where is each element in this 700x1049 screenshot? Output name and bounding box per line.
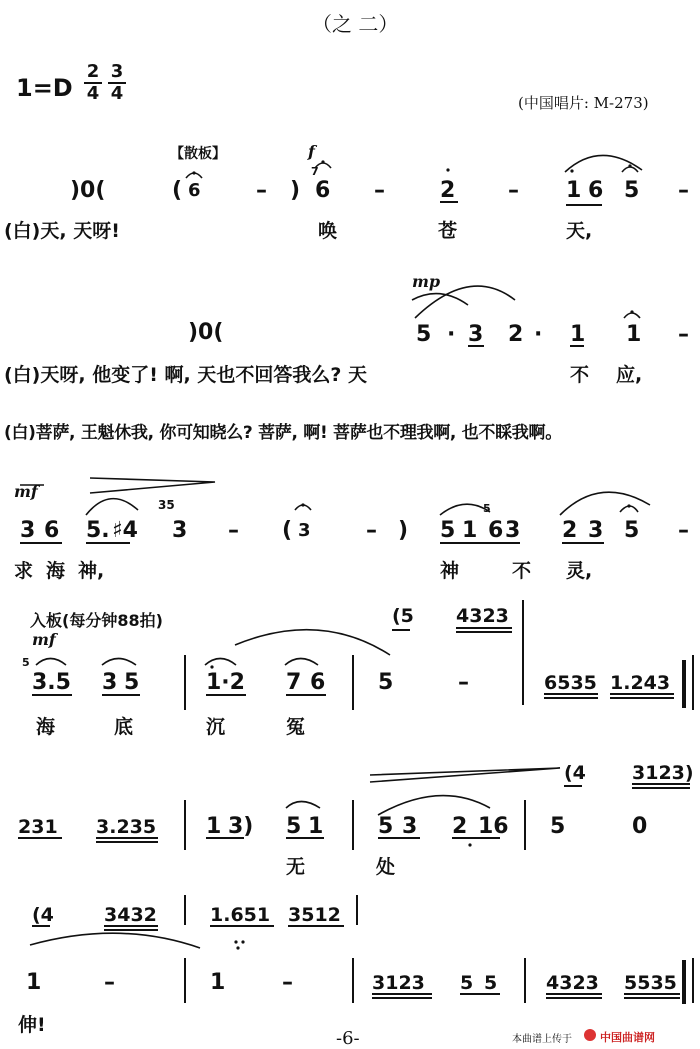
dash: – [508,178,519,203]
lyric: 不 [570,364,590,386]
dash: – [104,970,115,995]
lyric: 灵, [566,560,593,582]
lyric: 冤 [286,716,306,738]
grace-note: 7 [311,165,319,178]
dash: – [256,178,267,203]
dash: – [366,518,377,543]
note: 3 [102,670,118,695]
spoken-text: (白)菩萨, 王魁休我, 你可知晓么? 菩萨, 啊! 菩萨也不理我啊, 也不睬我啊。 [4,423,562,443]
note: 3) [228,814,254,839]
note: ♯4 [112,518,138,543]
lyric: 天, [566,220,593,242]
note: 6 [44,518,60,543]
time-signature-b: 3 4 [108,62,126,104]
section-label: 【散板】 [170,146,226,162]
bar-line [184,800,186,850]
note: 5 [460,972,474,994]
site-name: 中国曲谱网 [600,1031,655,1044]
note: 4323 [546,972,599,994]
site-logo-icon [584,1029,596,1041]
accompaniment: 4323 [456,605,509,627]
note: ( [172,178,183,203]
note: 1.243 [610,672,671,694]
note: 1 [206,814,222,839]
bar-line [184,958,186,1003]
note: 1 [626,322,642,347]
note: 1 [566,178,582,203]
lyric: 唤 [318,220,338,242]
dash: – [282,970,293,995]
note: 2 [440,178,456,203]
note: 3123 [372,972,425,994]
note: 2 [562,518,578,543]
note: 5 [378,670,394,695]
note: 6 [188,180,201,201]
bar-line [352,800,354,850]
note: 5 [484,972,498,994]
accompaniment: 3123) [632,762,694,784]
bar-line [352,958,354,1003]
note: 6 [488,518,504,543]
note: 3 [468,322,484,347]
bar-line [352,655,354,710]
lyric: 海 [46,560,66,582]
spoken-text: (白)天, 天呀! [4,220,120,242]
grace-note: 35 [158,498,175,512]
note: 3 [402,814,418,839]
dynamic-mark: f [308,142,315,161]
note: 5 [286,814,302,839]
note: 5 [416,322,432,347]
dash: – [458,670,469,695]
note: 5. [86,518,110,543]
dynamic-mark: mf [14,482,38,501]
rest-paren: )0( [188,320,224,345]
note: 16 [478,814,509,839]
accompaniment: 3432 [104,904,157,926]
lyric: 海 [36,716,56,738]
note: 6 [315,178,331,203]
tempo-marking: 入板(每分钟88拍) [30,611,163,630]
note: 0 [632,814,648,839]
accompaniment: (5 [392,605,414,627]
lyric: 处 [376,856,396,878]
note: 5 [624,518,640,543]
note: ) [398,518,409,543]
lyric: 底 [114,716,134,738]
note: 6 [310,670,326,695]
dot: · [447,322,456,347]
dash: – [374,178,385,203]
note: 3 [588,518,604,543]
bar-line [524,800,526,850]
note: ) [290,178,301,203]
dash: – [678,322,689,347]
note: 5535 [624,972,677,994]
note: 5 [378,814,394,839]
bar-line [184,655,186,710]
note: 1 [26,970,42,995]
lyric: 伸! [18,1014,46,1036]
dynamic-mark: mp [412,272,441,291]
lyric: 神, [78,560,105,582]
note: 6 [588,178,604,203]
key-signature: 1=D [16,74,73,102]
page-number: -6- [336,1028,360,1049]
note: 5 [550,814,566,839]
note: 1 [308,814,324,839]
note: 3 [298,520,311,541]
note: 3.5 [32,670,71,695]
bar-line [184,895,186,925]
accompaniment: (4 [564,762,586,784]
bar-line [524,958,526,1003]
note: 2 [508,322,524,347]
note: 6535 [544,672,597,694]
bar-line [692,655,694,710]
note: 7 [286,670,302,695]
lyric: 无 [286,856,306,878]
accompaniment: 3512 [288,904,341,926]
dash: – [678,518,689,543]
lyric: 应, [616,364,643,386]
bar-line [522,600,524,705]
note: 1·2 [206,670,245,695]
note: 1 [570,322,586,347]
lyric: 求 [14,560,34,582]
note: 5 [624,178,640,203]
note: 3.235 [96,816,157,838]
grace-note: 5 [22,656,30,669]
page-title: （之 二） [312,12,399,36]
time-signature-a: 2 4 [84,62,102,104]
note: ( [282,518,293,543]
upload-notice: 本曲谱上传于 [512,1034,572,1045]
note: 5 [440,518,456,543]
grace-note: 5 [483,502,491,515]
dash: – [228,518,239,543]
lyric: 沉 [206,716,226,738]
spoken-text: (白)天呀, 他变了! 啊, 天也不回答我么? 天 [4,364,367,386]
note: 1 [462,518,478,543]
note: 1 [210,970,226,995]
record-label: (中国唱片: M-273) [518,94,649,112]
lyric: 神 [440,560,460,582]
lyric: 苍 [438,220,458,242]
note: 3 [20,518,36,543]
rest-paren: )0( [70,178,106,203]
dot: · [534,322,543,347]
bar-line [356,895,358,925]
note: 2 [452,814,468,839]
lyric: 不 [512,560,532,582]
accompaniment: (4 [32,904,54,926]
note: 231 [18,816,58,838]
note: 3 [505,518,521,543]
bar-line [692,958,694,1003]
note: 5 [124,670,140,695]
note: 3 [172,518,188,543]
dash: – [678,178,689,203]
dynamic-mark: mf [32,630,56,649]
accompaniment: 1.651 [210,904,271,926]
